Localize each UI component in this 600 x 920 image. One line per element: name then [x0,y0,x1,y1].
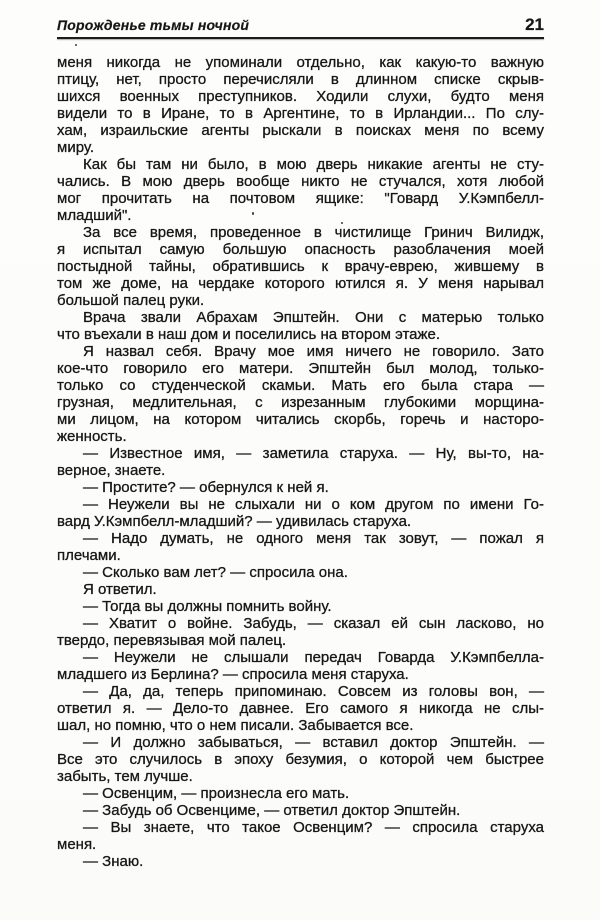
text-line: — Неужели не слышали передач Говарда У.Кэмпбелла- [83,649,544,666]
text-line: хам, израильские агенты рыскали в поисках меня по всему [57,122,544,139]
text-line: забыть, тем лучше. [57,768,193,785]
scan-speck [75,44,77,46]
text-line: — Освенцим, — произнесла его мать. [83,785,350,802]
text-line: Все это случилось в эпоху безумия, о которой чем быстрее [57,751,544,768]
text-line: Я назвал себя. Врачу мое имя ничего не говорило. Зато [83,343,544,360]
text-line: — Хватит о войне. Забудь, — сказал ей сын ласково, но [83,615,544,632]
text-line: птицу, нет, просто перечисляли в длинном списке скрыв- [57,71,544,88]
text-line: — Забудь об Освенциме, — ответил доктор Эпштейн. [83,802,461,819]
scan-speck [252,212,254,215]
text-line: — Известное имя, — заметила старуха. — Ну, вы-то, на- [83,445,544,462]
text-line: — Тогда вы должны помнить войну. [83,598,332,615]
header-rule [57,37,544,39]
text-line: том же доме, на чердаке которого ютился я. У меня нарывал [57,275,544,292]
text-line: — Знаю. [83,853,144,870]
text-line: шихся военных преступников. Ходили слухи, будто меня [57,88,544,105]
text-line: — И должно забываться, — вставил доктор Эпштейн. — [83,734,544,751]
text-line: ми лицом, на котором читались скорбь, горечь и насторо- [57,411,544,428]
page-number: 21 [525,15,544,34]
text-line: меня никогда не упоминали отдельно, как какую-то важную [57,54,544,71]
text-line: — Простите? — обернулся к ней я. [83,479,329,496]
text-line: младший". [57,207,132,224]
text-line: чались. В мою дверь вообще никто не стучался, хотя любой [57,173,544,190]
text-line: только со студенческой скамьи. Мать его была стара — [57,377,544,394]
text-line: — Неужели вы не слыхали ни о ком другом по имени Го- [83,496,544,513]
text-line: большой палец руки. [57,292,205,309]
text-line: миру. [57,139,95,156]
text-line: Как бы там ни было, в мою дверь никакие агенты не сту- [83,156,544,173]
text-line: — Надо думать, не одного меня так зовут, — пожал я [83,530,544,547]
text-line: постыдной тайны, обратившись к врачу-еврею, жившему в [57,258,544,275]
page-body [57,54,544,870]
text-line: плечами. [57,547,121,564]
text-line: я испытал самую большую опасность разоблачения моей [57,241,544,258]
text-line: Я ответил. [83,581,157,598]
text-line: шал, но помню, что о нем писали. Забывается все. [57,717,414,734]
text-line: — Вы знаете, что такое Освенцим? — спросила старуха [83,819,544,836]
text-line: младшего из Берлина? — спросила меня старуха. [57,666,409,683]
text-line: верное, знаете. [57,462,166,479]
text-line: — Сколько вам лет? — спросила она. [83,564,348,581]
text-line: вард У.Кэмпбелл-младший? — удивилась старуха. [57,513,412,530]
text-line: грузная, медлительная, с изрезанным глубокими морщина- [57,394,544,411]
text-line: мог прочитать на почтовом ящике: "Говард У.Кэмпбелл- [57,190,544,207]
text-line: — Да, да, теперь припоминаю. Совсем из головы вон, — [83,683,544,700]
text-line: меня. [57,836,97,853]
text-line: что въехали в наш дом и поселились на втором этаже. [57,326,441,343]
text-line: женность. [57,428,127,445]
text-line: За все время, проведенное в чистилище Гринич Вилидж, [83,224,544,241]
text-line: Врача звали Абрахам Эпштейн. Они с матерью только [83,309,544,326]
page-header [57,16,544,33]
running-title: Порожденье тьмы ночной [57,17,250,33]
text-line: ответил я. — Дело-то давнее. Его самого я никогда не слы- [57,700,544,717]
text-line: твердо, перевязывая мой палец. [57,632,287,649]
scan-speck [341,222,343,224]
text-line: кое-что говорило его матери. Эпштейн был молод, только- [57,360,544,377]
text-line: видели то в Иране, то в Аргентине, то в Ирландии... По слу- [57,105,544,122]
